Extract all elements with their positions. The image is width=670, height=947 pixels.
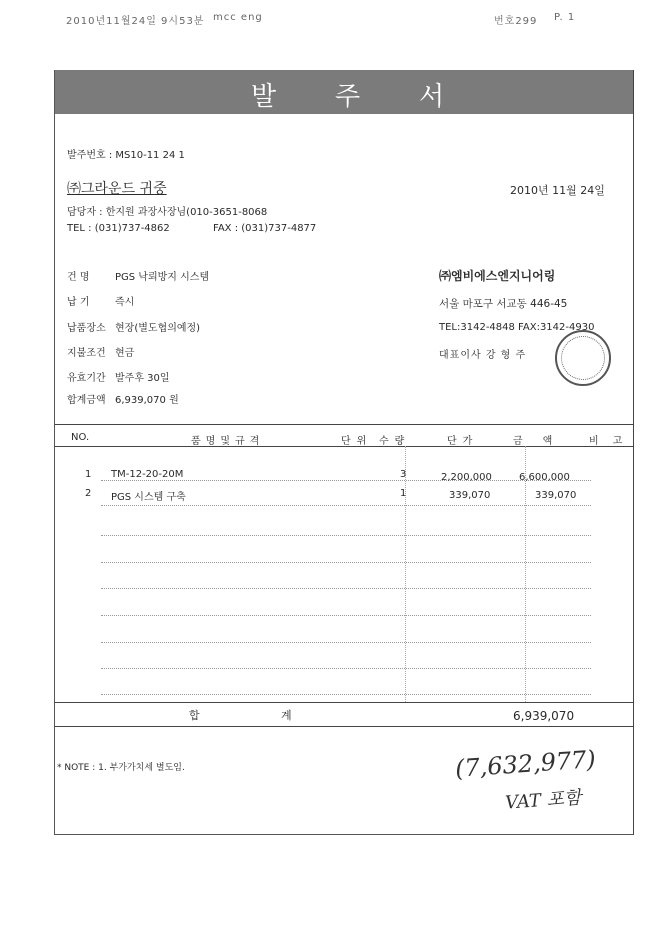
col-header-item: 품명및규격	[191, 436, 265, 447]
field-value-payment: 현금	[115, 348, 135, 359]
field-label-name: 건 명	[67, 272, 90, 283]
row-qty: 1	[400, 488, 407, 499]
recipient-fax: FAX : (031)737-4877	[213, 223, 317, 234]
row-price: 339,070	[449, 490, 491, 501]
recipient-tel: TEL : (031)737-4862	[67, 223, 170, 234]
fax-sender: mcc eng	[213, 12, 263, 23]
title-char-2: 주	[335, 82, 361, 112]
total-label-2: 계	[281, 709, 292, 722]
handwritten-vat: VAT 포함	[504, 787, 583, 814]
col-header-amount: 금액	[513, 436, 573, 447]
total-amount: 6,939,070	[513, 709, 575, 723]
col-header-price: 단가	[447, 436, 479, 447]
field-label-total: 합계금액	[67, 395, 106, 406]
col-header-unit: 단위	[341, 436, 373, 447]
title-char-1: 발	[251, 82, 277, 112]
row-no: 1	[85, 469, 92, 480]
field-value-place: 현장(별도협의예정)	[115, 323, 201, 334]
fax-datetime: 2010년11월24일 9시53분	[66, 16, 205, 27]
order-number	[67, 146, 185, 161]
field-value-total: 6,939,070 원	[115, 395, 179, 406]
row-amount: 339,070	[535, 490, 577, 501]
field-label-validity: 유효기간	[67, 373, 106, 384]
recipient: ㈜그라운드 귀중	[67, 181, 167, 197]
contact-person: 담당자 : 한지원 과장사장님(010-3651-8068	[67, 207, 268, 218]
handwritten-amount: (7,632,977)	[454, 745, 597, 783]
row-no: 2	[85, 488, 92, 499]
row-item: PGS 시스템 구축	[111, 492, 186, 503]
supplier-name: ㈜엠비에스엔지니어링	[439, 269, 556, 283]
note: * NOTE : 1. 부가가치세 별도임.	[57, 763, 185, 773]
supplier-representative: 대표이사 강 형 주	[439, 350, 527, 361]
supplier-contact: TEL:3142-4848 FAX:3142-4930	[439, 322, 595, 333]
field-label-delivery: 납 기	[67, 297, 90, 308]
field-label-payment: 지불조건	[67, 348, 106, 359]
col-header-no: NO.	[71, 432, 90, 443]
order-number-value: MS10-11 24 1	[115, 150, 185, 161]
order-number-label: 발주번호 :	[67, 150, 113, 161]
company-seal-inner	[561, 336, 605, 380]
col-header-note: 비고	[589, 436, 637, 447]
field-value-delivery: 즉시	[115, 297, 135, 308]
field-value-name: PGS 낙뢰방지 시스템	[115, 272, 210, 283]
purchase-order-frame	[54, 70, 637, 835]
row-price: 2,200,000	[441, 472, 492, 483]
title-bar	[55, 70, 633, 114]
row-item: TM-12-20-20M	[111, 469, 184, 480]
supplier-address: 서울 마포구 서교동 446-45	[439, 298, 568, 310]
col-header-qty: 수량	[379, 436, 411, 447]
field-value-validity: 발주후 30일	[115, 373, 170, 384]
fax-number: 번호299	[494, 16, 538, 27]
row-amount: 6,600,000	[519, 472, 570, 483]
order-date: 2010년 11월 24일	[510, 184, 605, 197]
field-label-place: 납품장소	[67, 323, 106, 334]
title-char-3: 서	[419, 82, 445, 112]
total-label-1: 합	[189, 709, 200, 722]
row-qty: 3	[400, 469, 407, 480]
fax-page: P. 1	[554, 12, 576, 23]
